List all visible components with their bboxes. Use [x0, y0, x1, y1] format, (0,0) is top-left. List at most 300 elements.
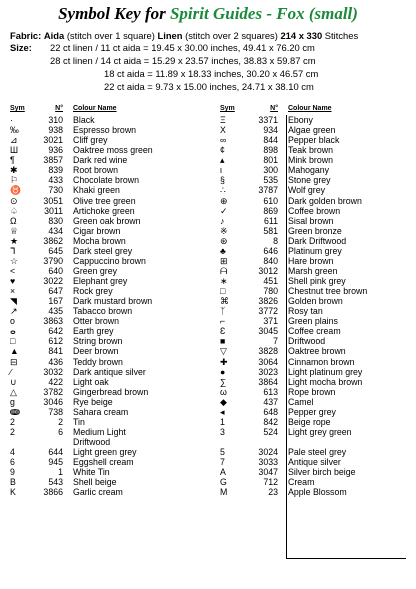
cell-name: Green grey — [73, 265, 118, 276]
cell-name: Driftwood — [73, 437, 111, 447]
cell-sym: ↗ — [10, 306, 18, 317]
cell-num — [238, 437, 288, 447]
cell-sym: ᛉ — [220, 306, 226, 317]
cell-num: 6 — [58, 426, 63, 437]
cell-num: 371 — [263, 316, 278, 327]
cell-name: Cigar brown — [73, 225, 121, 236]
cell-num: 610 — [263, 195, 278, 206]
cell-num: 839 — [48, 165, 63, 176]
page-title — [0, 4, 416, 24]
table-box-bottom — [286, 558, 406, 559]
table-row — [220, 447, 408, 457]
cell-sym — [220, 437, 238, 447]
cell-num: 3023 — [258, 366, 278, 377]
title-prefix: Symbol Key for — [58, 4, 166, 23]
cell-sym: ♕ — [10, 225, 18, 236]
cell-sym: ∑ — [220, 376, 227, 387]
cell-sym: ∞ — [220, 135, 227, 146]
table-row — [10, 115, 193, 125]
cell-num: 730 — [48, 185, 63, 196]
cell-sym: ※ — [220, 225, 228, 236]
cell-name: Root brown — [73, 165, 118, 176]
cell-sym: ∕ — [10, 366, 12, 377]
table-row — [10, 266, 193, 276]
cell-name: Silver birch beige — [288, 467, 356, 478]
cell-name: Rope brown — [288, 386, 336, 397]
cell-num: 581 — [263, 225, 278, 236]
cell-name: Mocha brown — [73, 235, 126, 246]
cell-sym: ⌘ — [220, 296, 229, 307]
cell-name: Cliff grey — [73, 135, 108, 146]
symbol-table-right — [220, 105, 408, 497]
cell-name: Sahara cream — [73, 406, 129, 417]
cell-sym: ∪ — [10, 376, 17, 387]
cell-name: Pale steel grey — [288, 447, 347, 458]
cell-num: 712 — [263, 477, 278, 488]
cell-name: Artichoke green — [73, 205, 135, 216]
cell-num: 3051 — [43, 195, 63, 206]
cell-num: 3064 — [258, 356, 278, 367]
cell-sym: § — [220, 175, 225, 186]
cell-num: 3022 — [43, 276, 63, 286]
cell-sym: X — [220, 125, 226, 136]
table-row — [220, 387, 408, 397]
cell-sym: ∴ — [220, 185, 226, 196]
cell-name: Earth grey — [73, 326, 114, 337]
cell-num: 3011 — [44, 205, 63, 216]
cell-num: 437 — [263, 396, 278, 407]
table-row — [220, 145, 408, 155]
cell-sym: 2 — [10, 416, 15, 427]
table-row — [10, 306, 193, 316]
header-name: Colour Name — [73, 105, 117, 112]
cell-name: Antique silver — [288, 457, 341, 468]
cell-num: 3790 — [43, 255, 63, 266]
table-row — [220, 417, 408, 427]
table-row — [220, 135, 408, 145]
table-row — [220, 407, 408, 417]
cell-num: 300 — [263, 165, 278, 176]
table-row — [220, 357, 408, 367]
cell-sym: ω — [220, 386, 227, 397]
table-row — [220, 216, 408, 226]
table-row — [10, 145, 193, 155]
cell-name: Driftwood — [288, 336, 326, 347]
cell-sym: × — [10, 286, 16, 297]
cell-sym: ⚐ — [10, 175, 18, 186]
header-sym: Sym — [220, 105, 235, 112]
table-row — [10, 135, 193, 145]
cell-name: Apple Blossom — [288, 487, 347, 498]
cell-name: Dark mustard brown — [73, 296, 153, 307]
cell-num: 524 — [263, 426, 278, 437]
fabric-linen-note: (stitch over 2 squares) — [185, 30, 278, 41]
cell-sym: G — [220, 477, 227, 488]
cell-name: Coffee brown — [288, 205, 341, 216]
cell-name: Chestnut tree brown — [288, 286, 368, 297]
cell-num: 936 — [48, 145, 63, 156]
cell-sym: ⌐ — [220, 316, 226, 327]
cell-sym: □ — [10, 336, 16, 347]
cell-num: 310 — [48, 115, 63, 125]
table-row — [220, 367, 408, 377]
cell-name: Black — [73, 115, 95, 125]
header-num: N° — [270, 105, 278, 112]
table-row — [10, 125, 193, 135]
fabric-linen: Linen — [157, 30, 183, 41]
cell-sym: ↈ — [10, 406, 20, 417]
fabric-line — [10, 30, 358, 41]
cell-sym: < — [10, 265, 16, 276]
cell-num — [35, 437, 73, 447]
cell-sym: ◆ — [220, 396, 227, 407]
cell-sym: ¢ — [220, 145, 225, 156]
cell-num: 167 — [48, 296, 63, 307]
cell-sym: ✱ — [10, 165, 18, 176]
cell-num: 3012 — [258, 265, 278, 276]
table-row — [10, 346, 193, 356]
cell-num: 647 — [48, 286, 63, 297]
cell-sym: ⴰ — [10, 326, 16, 337]
cell-num: 613 — [263, 386, 278, 397]
cell-sym: ᒣ — [10, 245, 16, 256]
cell-name — [288, 437, 408, 447]
size-line-1: 22 ct linen / 11 ct aida = 19.45 x 30.00 inches, 49.41 x 76.20 cm — [50, 42, 315, 53]
table-row — [220, 477, 408, 487]
cell-num: 3021 — [43, 135, 63, 146]
cell-sym: ■ — [220, 336, 226, 347]
cell-name: Otter brown — [73, 316, 119, 327]
cell-sym: 1 — [220, 416, 225, 427]
cell-sym: ⊟ — [10, 356, 18, 367]
table-row — [220, 306, 408, 316]
cell-name: Teak brown — [288, 145, 333, 156]
cell-name: Gingerbread brown — [73, 386, 149, 397]
size-line-4: 22 ct aida = 9.73 x 15.00 inches, 24.71 x 38.10 cm — [104, 81, 314, 92]
cell-num: 3787 — [258, 185, 278, 196]
cell-name: Mink brown — [288, 155, 333, 166]
cell-sym: ▴ — [220, 155, 225, 166]
cell-sym: ♉ — [10, 185, 21, 196]
cell-sym: ★ — [10, 235, 18, 246]
cell-sym: △ — [10, 386, 17, 397]
table-row — [220, 346, 408, 356]
cell-num: 642 — [48, 326, 63, 337]
cell-name: Dark golden brown — [288, 195, 362, 206]
table-row — [10, 357, 193, 367]
cell-name: Wolf grey — [288, 185, 325, 196]
cell-name: Mahogany — [288, 165, 330, 176]
table-row — [10, 246, 193, 256]
table-row — [220, 236, 408, 246]
table-header — [220, 105, 408, 115]
cell-name: Beige rope — [288, 416, 331, 427]
cell-name: Dark antique silver — [73, 366, 146, 377]
table-row — [10, 226, 193, 236]
cell-name: Green plains — [288, 316, 338, 327]
cell-name: Light platinum grey — [288, 366, 363, 377]
table-row — [220, 256, 408, 266]
size-label-text: Size: — [10, 42, 32, 53]
table-row — [10, 316, 193, 326]
cell-num: 646 — [263, 245, 278, 256]
table-row — [220, 427, 408, 437]
cell-num: 934 — [263, 125, 278, 136]
cell-name: Rock grey — [73, 286, 113, 297]
cell-name: Chocolate brown — [73, 175, 140, 186]
size-label — [10, 42, 32, 53]
cell-sym: ▽ — [220, 346, 227, 357]
cell-name: Rosy tan — [288, 306, 323, 317]
cell-sym: K — [10, 487, 16, 498]
table-row — [10, 477, 193, 487]
cell-sym: A — [220, 467, 226, 478]
table-row — [10, 256, 193, 266]
cell-num: 801 — [263, 155, 278, 166]
cell-name: Shell beige — [73, 477, 117, 488]
table-row — [220, 286, 408, 296]
cell-sym: 2 — [10, 426, 15, 437]
cell-name: Algae green — [288, 125, 336, 136]
cell-num: 3866 — [43, 487, 63, 498]
cell-num: 1 — [58, 467, 63, 478]
header-name: Colour Name — [288, 105, 332, 112]
table-row — [220, 437, 408, 447]
table-row — [10, 286, 193, 296]
cell-name: Marsh green — [288, 265, 338, 276]
cell-num: 648 — [263, 406, 278, 417]
cell-name: Cream — [288, 477, 315, 488]
cell-num: 3862 — [43, 235, 63, 246]
cell-num: 3826 — [258, 296, 278, 307]
cell-sym: 6 — [10, 457, 15, 468]
cell-sym: Ω — [10, 215, 17, 226]
cell-sym: ¶ — [10, 155, 15, 166]
cell-num: 945 — [48, 457, 63, 468]
table-row — [220, 266, 408, 276]
table-box-divider — [286, 115, 287, 559]
table-row — [10, 377, 193, 387]
cell-name: Pepper grey — [288, 406, 336, 417]
cell-num: 3864 — [258, 376, 278, 387]
cell-num: 435 — [48, 306, 63, 317]
table-row — [220, 206, 408, 216]
table-row — [220, 457, 408, 467]
cell-name: Platinum grey — [288, 245, 342, 256]
cell-sym: ι — [220, 165, 222, 176]
table-row — [220, 336, 408, 346]
cell-name: Ebony — [288, 115, 313, 125]
cell-name: Light mocha brown — [288, 376, 363, 387]
table-row — [10, 175, 193, 185]
cell-name: Golden brown — [288, 296, 343, 307]
table-row — [220, 276, 408, 286]
cell-num: 23 — [268, 487, 278, 498]
table-row — [220, 326, 408, 336]
cell-num: 3371 — [258, 115, 278, 125]
table-row — [10, 437, 193, 447]
table-row — [220, 165, 408, 175]
table-row — [10, 296, 193, 306]
cell-num: 3033 — [258, 457, 278, 468]
cell-name: Cappuccino brown — [73, 255, 146, 266]
cell-num: 840 — [263, 255, 278, 266]
cell-sym: · — [10, 115, 13, 125]
table-row — [10, 407, 193, 417]
cell-num: 611 — [263, 215, 278, 226]
table-row — [10, 447, 193, 457]
cell-num: 436 — [48, 356, 63, 367]
cell-num: 869 — [263, 205, 278, 216]
table-row — [10, 336, 193, 346]
cell-name: Shell pink grey — [288, 276, 346, 286]
cell-sym: ◂ — [220, 406, 225, 417]
cell-name: Tabacco brown — [73, 306, 133, 317]
cell-sym: 5 — [220, 447, 225, 458]
cell-num: 842 — [263, 416, 278, 427]
cell-num: 3772 — [258, 306, 278, 317]
cell-num: 2 — [58, 416, 63, 427]
size-line-2: 28 ct linen / 14 ct aida = 15.29 x 23.57 inches, 38.83 x 59.87 cm — [50, 55, 316, 66]
cell-sym: ♪ — [220, 215, 225, 226]
cell-num: 612 — [48, 336, 63, 347]
cell-num: 3047 — [258, 467, 278, 478]
cell-sym: 4 — [10, 447, 15, 458]
cell-name: Green oak brown — [73, 215, 141, 226]
header-sym: Sym — [10, 105, 25, 112]
cell-num: 535 — [263, 175, 278, 186]
table-row — [10, 326, 193, 336]
table-row — [10, 206, 193, 216]
cell-sym: Ɛ — [220, 326, 226, 337]
cell-sym: ☆ — [10, 255, 18, 266]
table-row — [10, 216, 193, 226]
cell-name: Tin — [73, 416, 85, 427]
fabric-stitches: 214 x 330 — [280, 30, 323, 41]
cell-name: Light grey green — [288, 426, 352, 437]
cell-sym: B — [10, 477, 16, 488]
table-row — [220, 246, 408, 256]
cell-sym: ∗ — [220, 276, 228, 286]
size-line-3: 18 ct aida = 11.89 x 18.33 inches, 30.20 x 46.57 cm — [104, 68, 319, 79]
cell-name: Light oak — [73, 376, 109, 387]
cell-name: Green bronze — [288, 225, 342, 236]
cell-name: Medium Light — [73, 426, 126, 437]
table-row — [10, 196, 193, 206]
header-num: N° — [55, 105, 63, 112]
table-row — [10, 367, 193, 377]
cell-sym: ⊿ — [10, 135, 18, 146]
table-row — [220, 125, 408, 135]
cell-name: White Tin — [73, 467, 110, 478]
cell-sym: ✓ — [220, 205, 228, 216]
cell-num: 3024 — [258, 447, 278, 458]
cell-sym: ♤ — [10, 205, 18, 216]
cell-name: Elephant grey — [73, 276, 128, 286]
cell-name: Rye beige — [73, 396, 113, 407]
cell-name: Hare brown — [288, 255, 334, 266]
cell-name: Sisal brown — [288, 215, 334, 226]
table-row — [10, 397, 193, 407]
cell-name: Camel — [288, 396, 314, 407]
cell-sym: ✚ — [220, 356, 228, 367]
cell-name: Garlic cream — [73, 487, 123, 498]
cell-sym: ⊞ — [220, 255, 228, 266]
cell-name: Pepper black — [288, 135, 340, 146]
cell-num: 451 — [263, 276, 278, 286]
table-row — [10, 236, 193, 246]
title-pattern-name: Spirit Guides - Fox (small) — [169, 4, 358, 23]
cell-num: 640 — [48, 265, 63, 276]
table-row — [220, 115, 408, 125]
table-row — [220, 196, 408, 206]
table-row — [220, 377, 408, 387]
fabric-aida-note: (stitch over 1 square) — [66, 30, 155, 41]
cell-sym: ● — [220, 366, 226, 377]
table-row — [220, 316, 408, 326]
cell-name: Dark Driftwood — [288, 235, 347, 246]
cell-name: Deer brown — [73, 346, 119, 357]
fabric-aida: Aida — [43, 30, 65, 41]
cell-num: 3032 — [43, 366, 63, 377]
cell-num: 780 — [263, 286, 278, 297]
table-row — [220, 155, 408, 165]
cell-name: Eggshell cream — [73, 457, 134, 468]
cell-sym: g — [10, 396, 15, 407]
cell-num: 644 — [48, 447, 63, 458]
cell-sym: ♥ — [10, 276, 16, 286]
cell-name: Khaki green — [73, 185, 120, 196]
table-row — [10, 427, 193, 437]
cell-name: Espresso brown — [73, 125, 137, 136]
cell-name: Light green grey — [73, 447, 137, 458]
cell-sym: 7 — [220, 457, 225, 468]
table-row — [220, 296, 408, 306]
table-row — [10, 487, 193, 497]
table-row — [220, 397, 408, 407]
table-header — [10, 105, 193, 115]
cell-sym: Ш — [10, 145, 19, 156]
cell-num: 3828 — [258, 346, 278, 357]
cell-num: 7 — [273, 336, 278, 347]
table-row — [10, 165, 193, 175]
fabric-label: Fabric: — [10, 30, 42, 41]
table-row — [220, 487, 408, 497]
cell-num: 938 — [48, 125, 63, 136]
cell-num: 830 — [48, 215, 63, 226]
cell-sym: ⊕ — [220, 195, 228, 206]
right-rows — [220, 115, 408, 497]
table-row — [10, 185, 193, 195]
cell-name: Cinnamon brown — [288, 356, 355, 367]
cell-name: Coffee cream — [288, 326, 341, 337]
table-row — [10, 417, 193, 427]
table-row — [10, 457, 193, 467]
table-row — [220, 185, 408, 195]
cell-num: 844 — [263, 135, 278, 146]
cell-num: 434 — [48, 225, 63, 236]
cell-num: 3857 — [43, 155, 63, 166]
table-row — [10, 467, 193, 477]
cell-sym: M — [220, 487, 228, 498]
cell-sym: ⊛ — [220, 235, 228, 246]
cell-name: Oaktree brown — [288, 346, 346, 357]
cell-sym: ‰ — [10, 125, 19, 136]
cell-sym — [10, 437, 35, 447]
cell-num: 3045 — [258, 326, 278, 337]
cell-num: 645 — [48, 245, 63, 256]
cell-num: 3046 — [43, 396, 63, 407]
